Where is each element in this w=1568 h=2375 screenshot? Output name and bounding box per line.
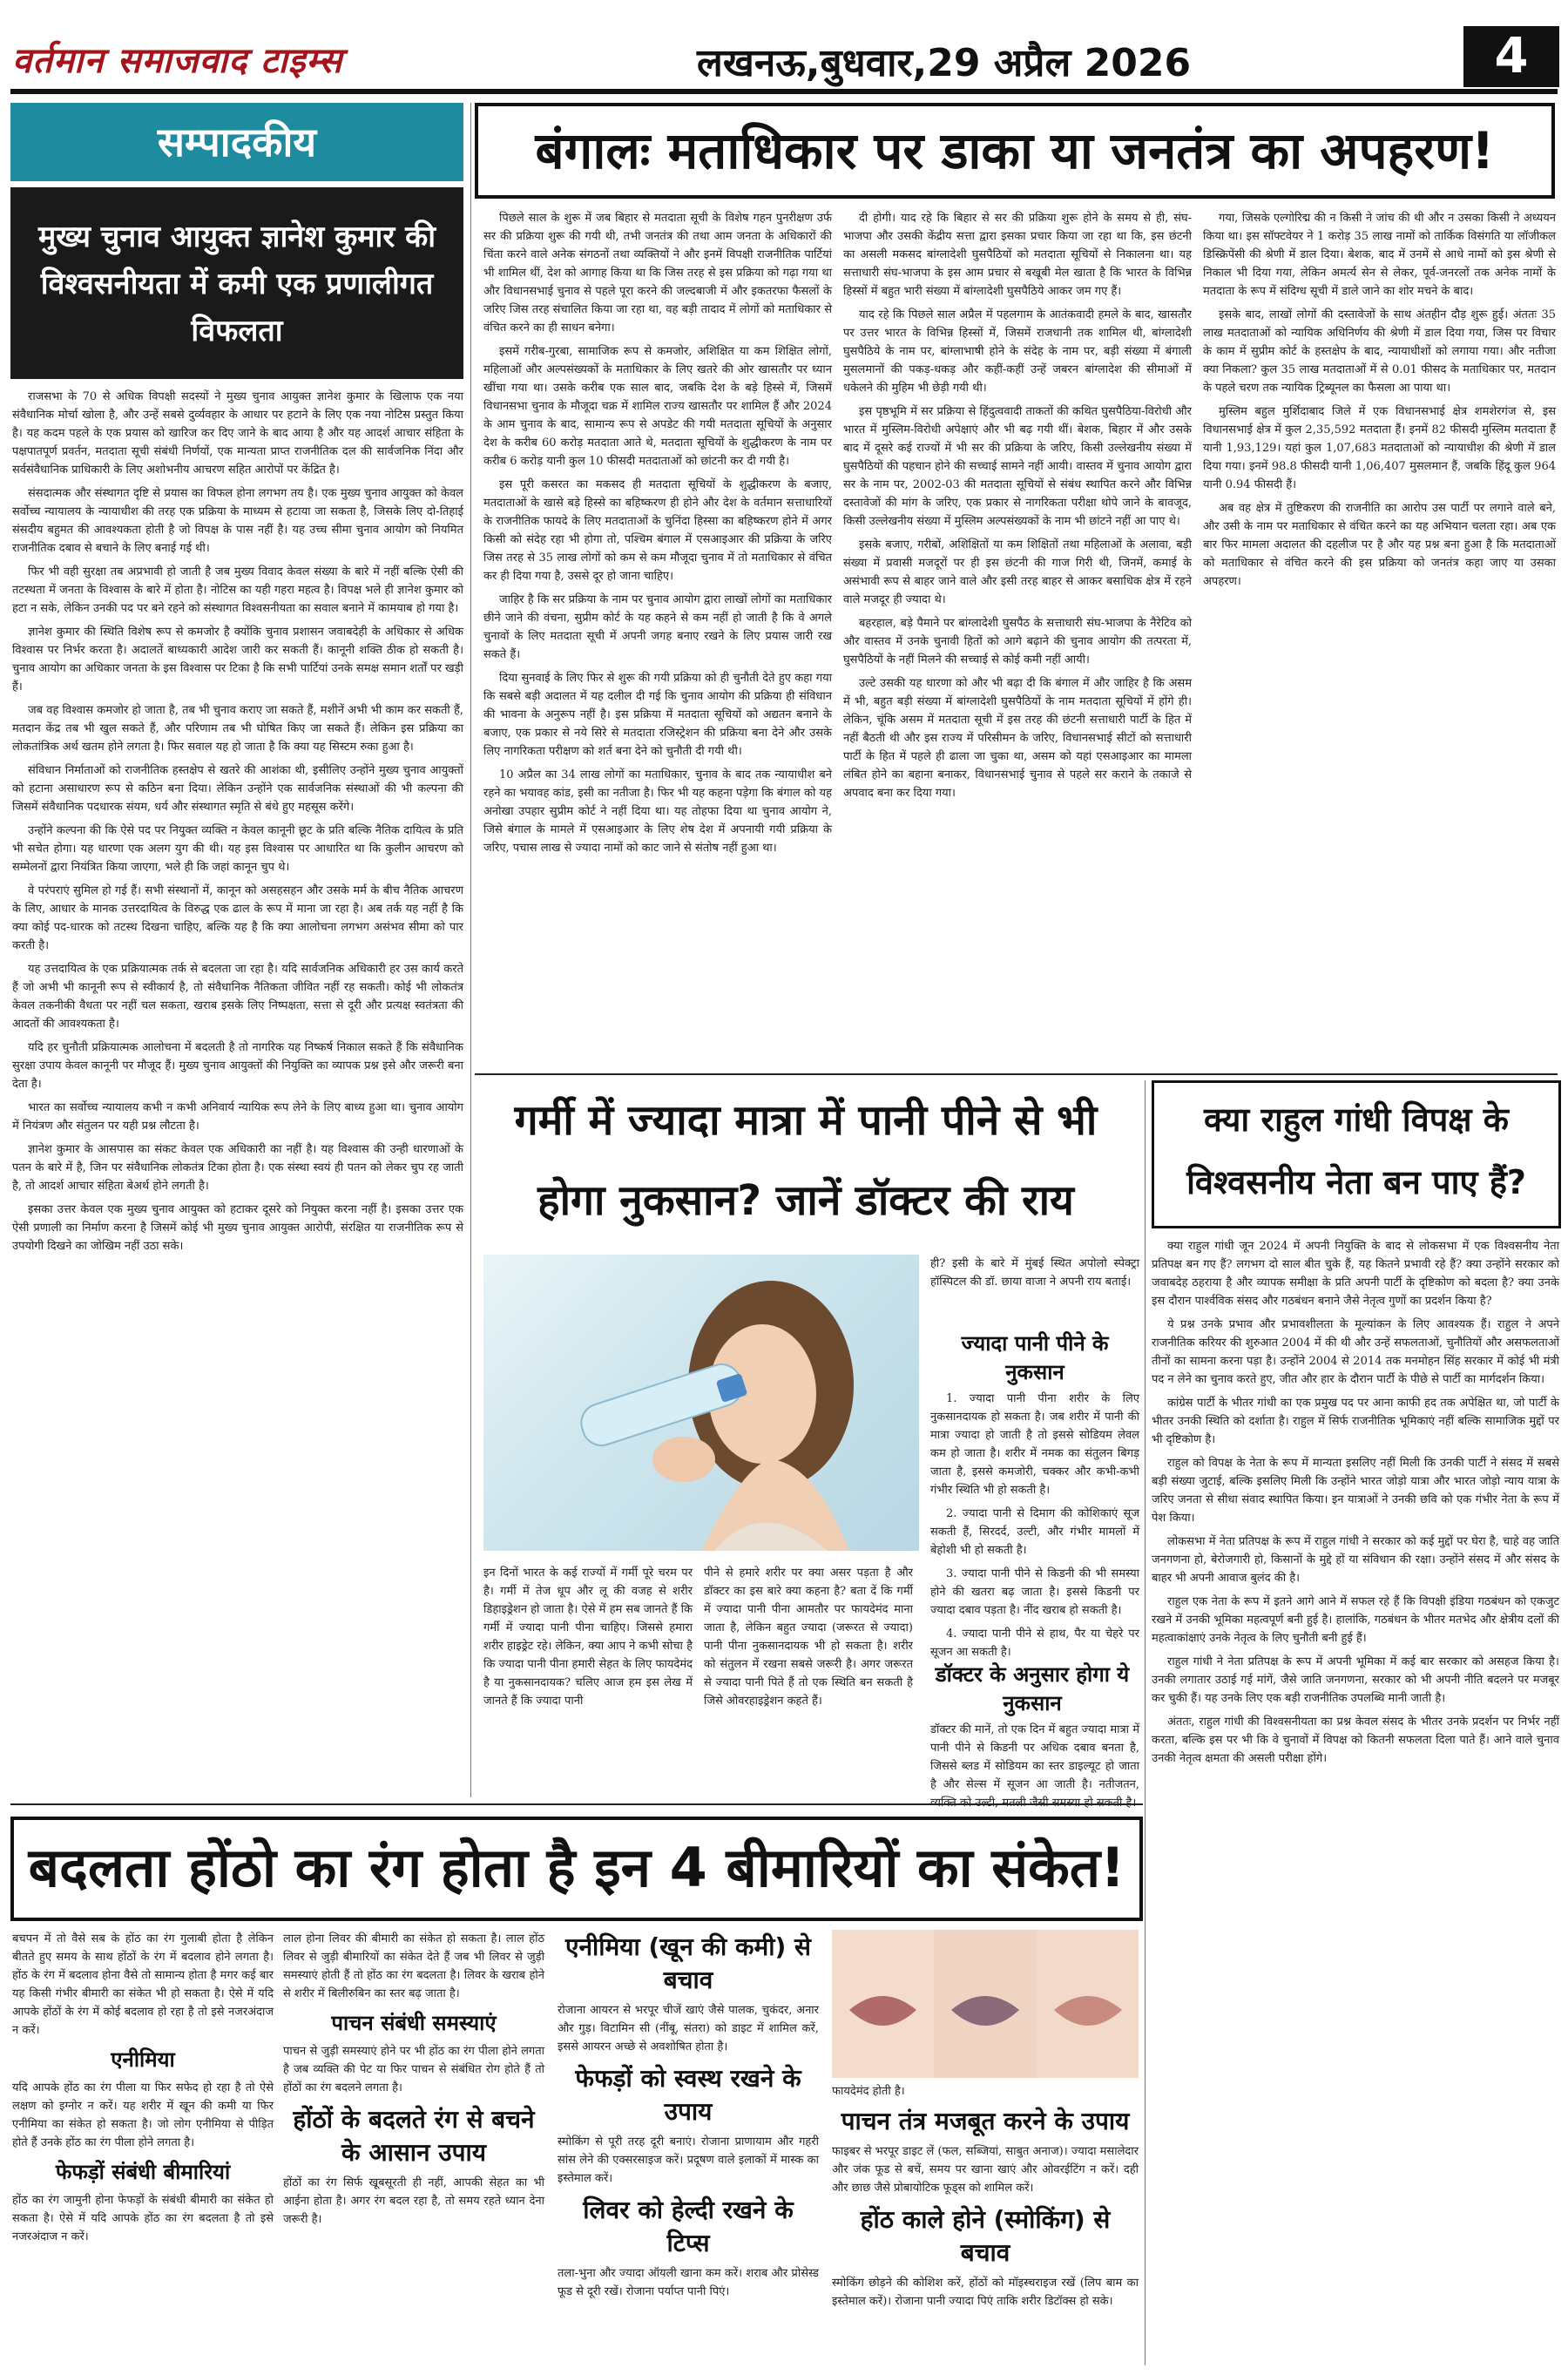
bengal-paragraph: गया, जिसके एल्गोरिद्म की न किसी ने जांच की थी और न उसका किसी ने अध्ययन किया था। इस सॉफ्टवेयर ने 1 करोड़ 35 लाख नामों को तार्किक विसंगति या लॉजीकल डिस्क्रिपेंसी की श्रेणी में डाल दिया। बेशक, बाद में उनमें से आधे नामों को इस श्रेणी से निकाल भी दिया गया, लेकिन अमर्त्य सेन से लेकर, पूर्व-जनरलों तक अनेक नामों के मतदाता के रूप में संदिग्ध सूची में डाले जाने का शोर मचने के बाद।: [1203, 212, 1556, 298]
editorial-paragraph: जब वह विश्वास कमजोर हो जाता है, तब भी चुनाव कराए जा सकते हैं, मशीनें अभी भी काम कर सकती हैं, मतदान केंद्र तब भी खुल सकते हैं, और परिणाम तब भी घोषित किए जा सकते हैं। लेकिन इस प्रक्रिया का लोकतांत्रिक अर्थ खतम होने लगता है। फिर सवाल यह हो जाता है कि क्या यह सिस्टम रुका हुआ है।: [12, 704, 463, 754]
editorial-paragraph: यह उत्तदायित्व के एक प्रक्रियात्मक तर्क से बदलता जा रहा है। यदि सार्वजनिक अधिकारी हर उस कार्य करते हैं जो अभी भी कानूनी रूप से स्वीकार्य है, तो संवैधानिक नैतिकता जीवित नहीं रह सकती। कोई भी लोकतंत्र केवल तकनीकी वैधता पर नहीं चल सकता, खराब इसके लिए निष्पक्षता, सत्ता से दूरी और प्रत्यक्ष स्वतंत्रता की आदतों की आवश्यकता है।: [12, 963, 463, 1031]
bengal-paragraph: 10 अप्रैल का 34 लाख लोगों का मताधिकार, चुनाव के बाद तक न्यायाधीश बने रहने का भयावह कांड, इसी का नतीजा है। फिर भी यह कहना पड़ेगा कि बंगाल को यह अनोखा उपहार सुप्रीम कोर्ट ने नहीं दिया था। यह तोहफा दिया था चुनाव आयोग ने, जिसे बंगाल के मामले में एसआइआर के लिए शेष देश में अपनायी गयी प्रक्रिया के जरिए, पचास लाख से ज्यादा नामों को काट जाने से संतोष नहीं हुआ था।: [483, 768, 832, 855]
lips-column-1: [12, 1930, 274, 2370]
lips-anemia-prevent-text: रोजाना आयरन से भरपूर चीजें खाएं जैसे पालक, चुकंदर, अनार और गुड़। विटामिन सी (नींबू, संतरा) को डाइट में शामिल करें, इससे आयरन अच्छे से अवशोषित होता है।: [558, 2004, 819, 2054]
water-column-a: इन दिनों भारत के कई राज्यों में गर्मी पूरे चरम पर है। गर्मी में तेज धूप और लू की वजह से शरीर डिहाइड्रेशन हो जाता है। ऐसे में हम सब जानते हैं कि गर्मी में ज्यादा पानी पीना चाहिए। जिससे हमारा शरीर हाइड्रेट रहे। लेकिन, क्या आप ने कभी सोचा है कि ज्यादा पानी पीना हमारी सेहत के लिए फायदेमंद है या नुकसानदायक? चलिए आज हम इस लेख में जानते हैं कि ज्यादा पानी: [483, 1566, 693, 1708]
lips-column-3: [558, 1930, 819, 2370]
editorial-section-label: सम्पादकीय: [10, 103, 463, 181]
bengal-paragraph: इस पृष्ठभूमि में सर प्रक्रिया से हिंदुत्ववादी ताकतों की कथित घुसपैठिया-विरोधी और भारत में मुस्लिम-विरोधी अपेक्षाएं और भी बढ़ गयी थीं। बेशक, बिहार में और उसके बाद में दूसरे कई राज्यों में भी सर की प्रक्रिया के जरिए, किसी उल्लेखनीय संख्या में घुसपैठियों की पहचान होने की सच्चाई सामने नहीं आयी। वास्तव में चुनाव आयोग द्वारा सर के नाम पर, 2002-03 की मतदाता सूचियों से संबंध स्थापित करने और विभिन्न दस्तावेजों की मांग के जरिए, एक प्रकार से नागरिकता परीक्षा थोपे जाने के बावजूद, किसी उल्लेखनीय संख्या में मुस्लिम अल्पसंख्यकों के नाम भी छांटने नहीं आ पाए थे।: [843, 405, 1192, 528]
rahul-paragraph: लोकसभा में नेता प्रतिपक्ष के रूप में राहुल गांधी ने सरकार को कई मुद्दों पर घेरा है, चाहे वह जाति जनगणना हो, बेरोजगारी हो, किसानों के मुद्दे हों या संविधान की रक्षा। उन्होंने संसद में और संसद के बाहर भी अपनी आवाज बुलंद की है।: [1152, 1535, 1559, 1585]
bengal-column-1: [483, 209, 832, 1067]
lips-illustration: [832, 1930, 1139, 2078]
bengal-paragraph: उल्टे उसकी यह धारणा को और भी बढ़ा दी कि बंगाल में और जाहिर है कि असम में भी, बहुत बड़ी संख्या में बांग्लादेशी घुसपैठियों के नाम मतदाता सूचियों में होंगे ही। लेकिन, चूंकि असम में मतदाता सूची में इस तरह की छंटनी सत्ताधारी पार्टी के हित में नहीं बैठती थी और इस राज्य में परिसीमन के जरिए, विधानसभाई सीटों को सत्ताधारी पार्टी के हित में पहले ही ढाला जा चुका था, असम को यहां एसआइआर का मामला लंबित होने का बहाना बनाकर, विधानसभाई चुनाव से पहले सर कराने के तकाजे से अपवाद बना कर दिया गया।: [843, 677, 1192, 800]
lips-digest-text: पाचन से जुड़ी समस्याएं होने पर भी होंठ का रंग पीला होने लगता है जब व्यक्ति की पेट या फिर पाचन से संबंधित रोग होते हैं तो होंठों का रंग बदलने लगता है।: [283, 2045, 544, 2094]
rahul-paragraph: राहुल को विपक्ष के नेता के रूप में मान्यता इसलिए नहीं मिली कि उनकी पार्टी ने संसद में सबसे बड़ी संख्या जुटाई, बल्कि इसलिए मिली कि उन्होंने भारत जोड़ो यात्रा और भारत जोड़ो न्याय यात्रा के जरिए जनता से सीधा संवाद स्थापित किया। इन यात्राओं ने उनकी छवि को एक गंभीर नेता के रूप में पेश किया।: [1152, 1457, 1559, 1525]
rahul-paragraph: अंततः, राहुल गांधी की विश्वसनीयता का प्रश्न केवल संसद के भीतर उनके प्रदर्शन पर निर्भर नहीं करता, बल्कि इस पर भी कि वे चुनावों में विपक्ष को कितनी सफलता दिला पाते हैं। आने वाले चुनाव उनकी नेतृत्व क्षमता की असली परीक्षा होंगे।: [1152, 1715, 1559, 1765]
woman-drinking-water-photo: [483, 1255, 919, 1551]
bengal-paragraph: दिया सुनवाई के लिए फिर से शुरू की गयी प्रक्रिया को ही चुनौती देते हुए कहा गया कि सबसे बड़ी अदालत में यह दलील दी गई कि चुनाव आयोग की प्रक्रिया ही संविधान की भावना के अनुरूप नहीं है। इस प्रक्रिया में मतदाता सूचियों को अद्यतन बनाने के बजाए, एक प्रकार से नये सिरे से मतदाता रजिस्ट्रेशन की प्रक्रिया बना देने और उसके लिए नागरिकता परीक्षण को शर्त बना देने को चुनौती दी गयी थी।: [483, 672, 832, 758]
editorial-headline: मुख्य चुनाव आयुक्त ज्ञानेश कुमार की विश्वसनीयता में कमी एक प्रणालीगत विफलता: [10, 187, 463, 379]
editorial-paragraph: राजसभा के 70 से अधिक विपक्षी सदस्यों ने मुख्य चुनाव आयुक्त ज्ञानेश कुमार के खिलाफ एक नया संवैधानिक मोर्चा खोला है, और उन्हें सबसे दुर्व्यवहार के आधार पर हटाने के लिए एक नया नोटिस प्रस्तुत किया है। यह कदम पहले के एक प्रयास को खारिज कर दिए जाने के बाद आया है और यह आदर्श आचार संहिता के पक्षपातपूर्ण प्रवर्तन, मतदाता सूची संबंधी निर्णयों, एक मान्यता प्राप्त राजनीतिक दल की सार्वजनिक निंदा और सर्वसंवैधानिक प्राधिकारी के लिए अशोभनीय आचरण सहित आरोपों पर केंद्रित है।: [12, 390, 463, 477]
lips-photo-caption: फायदेमंद होती है।: [832, 2085, 905, 2098]
lips-subheading-digest: पाचन संबंधी समस्याएं: [331, 2011, 497, 2035]
lips-smoking-text: स्मोकिंग छोड़ने की कोशिश करें, होंठों को मॉइस्चराइज रखें (लिप बाम का इस्तेमाल करें)। रोजाना पानी ज्यादा पिएं ताकि शरीर डिटॉक्स हो सके।: [832, 2277, 1139, 2308]
bengal-paragraph: मुस्लिम बहुल मुर्शिदाबाद जिले में एक विधानसभाई क्षेत्र शमशेरगंज से, इस विधानसभाई क्षेत्र में कुल 2,35,592 मतदाता हैं। इनमें 82 फीसदी मुस्लिम मतदाता हैं यानी 1,93,129। यहां कुल 1,07,683 मतदाताओं को न्यायाधीश की श्रेणी में डाल दिया गया। इनमें 98.8 फीसदी यानी 1,06,407 मुसलमान हैं, जबकि हिंदू कुल 964 यानी 0.94 फीसदी हैं।: [1203, 405, 1556, 491]
bengal-paragraph: याद रहे कि पिछले साल अप्रैल में पहलगाम के आतंकवादी हमले के बाद, खासतौर पर उत्तर भारत के विभिन्न हिस्सों में, जिसमें राजधानी तक शामिल थी, बांग्लादेशी घुसपैठिये के नाम पर, बांग्लाभाषी होने के संदेह के नाम पर, बड़ी संख्या में बंगाली मुसलमानों की पकड़-धकड़ और कहीं-कहीं उन्हें जबरन बांग्लादेश की सीमाओं में धकेलने की मुहिम भी छेड़ी गयी थी।: [843, 308, 1192, 395]
lips-column-4: [832, 2104, 1139, 2370]
masthead-brand: वर्तमान समाजवाद टाइम्स: [12, 41, 343, 81]
masthead-dateline: लखनऊ,बुधवार,29 अप्रैल 2026: [697, 41, 1192, 85]
page-number: 4: [1463, 26, 1559, 87]
lips-headline: बदलता होंठो का रंग होता है इन 4 बीमारियों का संकेत!: [10, 1817, 1143, 1921]
section-divider: [10, 1803, 1143, 1805]
lips-liver-text: लाल होना लिवर की बीमारी का संकेत हो सकता है। लाल होंठ लिवर से जुड़ी बीमारियों का संकेत देते हैं जब भी लिवर से जुड़ी समस्याएं होती हैं तो होंठ का रंग बदलता है। लिवर के खराब होने से शरीर में बिलीरुबिन का स्तर बढ़ जाता है।: [283, 1932, 544, 2000]
bengal-paragraph: बहरहाल, बड़े पैमाने पर बांग्लादेशी घुसपैठ के सत्ताधारी संघ-भाजपा के नैरेटिव को और वास्तव में उनके चुनावी हितों को आगे बढ़ाने की चुनाव आयोग की तत्परता में, घुसपैठियों के नहीं मिलने की सच्चाई से कोई कमी नहीं आयी।: [843, 617, 1192, 666]
rahul-headline: क्या राहुल गांधी विपक्ष के विश्वसनीय नेता बन पाए हैं?: [1152, 1080, 1561, 1228]
lips-intro: बचपन में तो वैसे सब के होंठ का रंग गुलाबी होता है लेकिन बीतते हुए समय के साथ होंठों के रंग में बदलाव होने लगता है। होंठ के रंग में बदलाव होना वैसे तो सामान्य होता है मगर कई बार यह किसी गंभीर बीमारी का संकेत भी हो सकता है। ऐसे में यदि आपके होंठों के रंग में कोई बदलाव हो रहा है तो इसे नजरअंदाज न करें।: [12, 1932, 274, 2037]
editorial-paragraph: फिर भी वही सुरक्षा तब अप्रभावी हो जाती है जब मुख्य विवाद केवल संख्या के बारे में नहीं बल्कि ऐसी की तटस्थता में जनता के विश्वास के बारे में होता है। नोटिस का यही गहरा महत्व है। विपक्ष भले ही ज्ञानेश कुमार को हटा न सके, लेकिन उनकी पद पर बने रहने को संस्थागत विश्वसनीयता का सवाल बनाने में कामयाब हो गया है।: [12, 565, 463, 615]
lips-remedy-text: होंठों का रंग सिर्फ खूबसूरती ही नहीं, आपकी सेहत का भी आईना होता है। अगर रंग बदल रहा है, तो समय रहते ध्यान देना जरूरी है।: [283, 2176, 544, 2226]
bengal-paragraph: इसके बाद, लाखों लोगों की दस्तावेजों के साथ अंतहीन दौड़ शुरू हुई। अंततः 35 लाख मतदाताओं को न्यायिक अधिनिर्णय की श्रेणी में डाल दिया गया, जिस पर विचार के काम में सुप्रीम कोर्ट के हस्तक्षेप के बाद, न्यायाधीशों को लगाया गया। और नतीजा क्या निकला? कुल 35 लाख मतदाताओं में से 0.01 फीसद के मताधिकार पर, मतदान के पहले चरण तक न्यायिक ट्रिब्यूनल का फैसला आ पाया था।: [1203, 308, 1556, 395]
editorial-paragraph: ज्ञानेश कुमार की स्थिति विशेष रूप से कमजोर है क्योंकि चुनाव प्रशासन जवाबदेही के अधिकार से अधिक विश्वास पर निर्भर करता है। अदालतें बाध्यकारी आदेश जारी कर सकती हैं। कानूनी शक्ति ठीक हो सकती है। चुनाव आयोग का अधिकार जनता के इस विश्वास पर टिका है कि सभी पार्टियां उनके समक्ष समान शर्तों पर खड़ी हैं।: [12, 626, 463, 694]
bengal-paragraph: इस पूरी कसरत का मकसद ही मतदाता सूचियों के शुद्धीकरण के बजाए, मतदाताओं के खासे बड़े हिस्से का बहिष्करण ही होने और देश के वर्तमान सत्ताधारियों के राजनीतिक फायदे के लिए मतदाताओं के चुनिंदा हिस्सा का बहिष्करण होने में अगर किसी को संदेह रहा भी होगा तो, पश्चिम बंगाल में एसआइआर की प्रक्रिया के जरिए जिस तरह से 35 लाख लोगों को कम से कम मौजूदा चुनाव में तो मताधिकार से वंचित कर ही दिया गया है, उससे दूर हो जाना चाहिए।: [483, 478, 832, 583]
lips-subheading-lungs: फेफड़ों संबंधी बीमारियां: [55, 2160, 231, 2184]
bengal-headline: बंगालः मताधिकार पर डाका या जनतंत्र का अपहरण!: [475, 103, 1555, 199]
masthead-rule: [10, 89, 1558, 94]
editorial-body: [12, 388, 463, 1773]
editorial-paragraph: वे परंपराएं सुमिल हो गई हैं। सभी संस्थानों में, कानून को असहसहन और उसके मर्म के बीच नैतिक आचरण के लिए, आधार के मानक उत्तरदायित्व के विरुद्ध एक ढाल के रूप में माना जा रहा है। अब तर्क यह नहीं है कि क्या कोई पद-धारक को तटस्थ दिखना चाहिए, बल्कि यह है कि क्या आलोचना लगभग असंभव सीमा को पार करती है।: [12, 884, 463, 952]
editorial-paragraph: इसका उत्तर केवल एक मुख्य चुनाव आयुक्त को हटाकर दूसरे को नियुक्त करना नहीं है। इसका उत्तर एक ऐसी प्रणाली का निर्माण करना है जिसमें कोई भी मुख्य चुनाव आयुक्त आरोपी, संरक्षित या राजनीतिक रूप से उपयोगी दिखने का जोखिम नहीं उठा सके।: [12, 1203, 463, 1253]
section-divider: [475, 1073, 1558, 1075]
water-point: 3. ज्यादा पानी पीने से किडनी की भी समस्या होने की खतरा बढ़ जाता है। इससे किडनी पर ज्यादा दबाव पड़ता है। नींद खराब हो सकती है।: [930, 1567, 1139, 1617]
editorial-paragraph: संसदात्मक और संस्थागत दृष्टि से प्रयास का विफल होना लगभग तय है। एक मुख्य चुनाव आयुक्त को केवल सर्वोच्च न्यायालय के न्यायाधीश की तरह एक प्रक्रिया के माध्यम से हटाया जा सकता है, जिसके लिए दो-तिहाई संसदीय बहुमत की आवश्यकता होती है जो विपक्ष के पास नहीं है। यह उच्च सीमा चुनाव आयोग को नियमित राजनीतिक दबाव से बचाने के लिए बनाई गई थी।: [12, 487, 463, 555]
bengal-column-2: [843, 209, 1192, 1067]
water-column-b: पीने से हमारे शरीर पर क्या असर पड़ता है और डॉक्टर का इस बारे क्या कहना है? बता दें कि गर्मी में ज्यादा पानी पीना आमतौर पर फायदेमंद माना जाता है, लेकिन बहुत ज्यादा (जरूरत से ज्यादा) पानी पीना नुकसानदायक भी हो सकता है। शरीर को संतुलन में रखना सबसे जरूरी है। अगर जरूरत से ज्यादा पानी पिते हैं तो एक स्थिति बन सकती है जिसे ओवरहाइड्रेशन कहते हैं।: [704, 1566, 913, 1708]
water-column-c: डॉक्टर की मानें, तो एक दिन में बहुत ज्यादा मात्रा में पानी पीने से किडनी पर अधिक दबाव बनता है, जिससे ब्लड में सोडियम का स्तर डाइल्यूट हो जाता है और सेल्स में सूजन आ जाती है। नतीजतन,: [930, 1723, 1139, 1791]
bengal-paragraph: जाहिर है कि सर प्रक्रिया के नाम पर चुनाव आयोग द्वारा लाखों लोगों का मताधिकार छीने जाने की वंचना, सुप्रीम कोर्ट के यह कहने से कम नहीं हो जाती है कि वे अगले चुनावों के लिए मतदाता सूची में अपनी जगह बनाए रखने के लिए प्रयास जारी रख सकते हैं।: [483, 593, 832, 661]
lips-subheading-anemia: एनीमिया: [111, 2047, 175, 2072]
lips-lungs-text: होंठ का रंग जामुनी होना फेफड़ों के संबंधी बीमारी का संकेत हो सकता है। ऐसे में यदि आपके होंठ का रंग बदलता है तो इसे नजरअंदाज न करें।: [12, 2194, 274, 2243]
water-intro: ही? इसी के बारे में मुंबई स्थित अपोलो स्पेक्ट्रा हॉस्पिटल की डॉ. छाया वाजा ने अपनी राय बताई।: [930, 1257, 1139, 1289]
water-points: [930, 1390, 1139, 1659]
lips-liver-prevent-text: तला-भुना और ज्यादा ऑयली खाना कम करें। शराब और प्रोसेस्ड फूड से दूरी रखें। रोजाना पर्याप्त पानी पिएं।: [558, 2267, 819, 2298]
lips-subheading-anemia-prevent: एनीमिया (खून की कमी) से बचाव: [565, 1932, 811, 1994]
water-headline-line2: होगा नुकसान? जानें डॉक्टर की राय: [537, 1176, 1074, 1225]
water-point: 2. ज्यादा पानी से दिमाग की कोशिकाएं सूज सकती हैं, सिरदर्द, उल्टी, और गंभीर मामलों में बेहोशी भी हो सकती है।: [930, 1507, 1139, 1557]
rahul-paragraph: राहुल एक नेता के रूप में इतने आगे आने में सफल रहे हैं कि विपक्षी इंडिया गठबंधन को एकजुट रखने में उनकी भूमिका महत्वपूर्ण बनी हुई है। हालांकि, गठबंधन के भीतर मतभेद और क्षेत्रीय दलों की महत्वाकांक्षाएं उनके नेतृत्व के लिए चुनौती बनी हुई हैं।: [1152, 1595, 1559, 1645]
bengal-paragraph: दी होगी। याद रहे कि बिहार से सर की प्रक्रिया शुरू होने के समय से ही, संघ-भाजपा और उसकी केंद्रीय सत्ता द्वारा इसका प्रचार किया जा रहा था कि, इस छंटनी का असली मकसद बांग्लादेशी घुसपैठियों को मतदाता सूचियों से निकालना था। यह सत्ताधारी संघ-भाजपा के इस आम प्रचार से बखूबी मेल खाता है कि भारत के विभिन्न हिस्सों में बहुत भारी संख्या में बांग्लादेशी घुसपैठिये आकर जम गए हैं।: [843, 212, 1192, 298]
rahul-body: [1152, 1237, 1559, 2370]
rahul-paragraph: कांग्रेस पार्टी के भीतर गांधी का एक प्रमुख पद पर आना काफी हद तक अपेक्षित था, जो पार्टी के भीतर उनकी स्थिति को दर्शाता है। राहुल में सिर्फ राजनीतिक भूमिकाएं नहीं बल्कि सामाजिक मुद्दों पर भी दृष्टिकोण है।: [1152, 1397, 1559, 1446]
water-point: 4. ज्यादा पानी पीने से हाथ, पैर या चेहरे पर सूजन आ सकती है।: [930, 1627, 1139, 1659]
bengal-paragraph: इसके बजाए, गरीबों, अशिक्षितों या कम शिक्षितों तथा महिलाओं के अलावा, बड़ी संख्या में प्रवासी मजदूरों पर ही इस छंटनी की गाज गिरी थी, जिनमें, कमाई के असंभावी रूप से बाहर जाने वाले और इसी तरह बाहर से आकर बसाधिक क्षेत्र में रहने वाले मजदूर ही ज्यादा थे।: [843, 538, 1192, 606]
water-subheading-doctor: डॉक्टर के अनुसार होगा ये नुकसान: [935, 1662, 1130, 1715]
bengal-paragraph: पिछले साल के शुरू में जब बिहार से मतदाता सूची के विशेष गहन पुनरीक्षण उर्फ सर की प्रक्रिया शुरू की गयी थी, तभी जनतंत्र की तथा आम जनता के अधिकारों की चिंता करने वाले अनेक संगठनों तथा व्यक्तियों ने और इनमें विपक्षी राजनीतिक पार्टियां भी शामिल थीं, देश को आगाह किया था कि जिस तरह से इस प्रक्रिया को गढ़ा गया था और विधानसभाई चुनाव से पहले पूरा करने की जल्दबाजी में और इकतरफा फैसलों के जरिए जिस तरह संचालित किया जा रहा था, वह बड़ी तादाद में लोगों को मताधिकार से वंचित करने का ही साधन बनेगा।: [483, 212, 832, 335]
water-headline: [483, 1080, 1128, 1246]
water-subheading-harm: ज्यादा पानी पीने के नुकसान: [961, 1331, 1109, 1384]
lips-lungs-prevent-text: स्मोकिंग से पूरी तरह दूरी बनाएं। रोजाना प्राणायाम और गहरी सांस लेने की एक्सरसाइज करें। प्रदूषण वाले इलाकों में मास्क का इस्तेमाल करें।: [558, 2135, 819, 2185]
lips-subheading-liver-prevent: लिवर को हेल्दी रखने के टिप्स: [583, 2196, 794, 2257]
lips-photo: [832, 1930, 1139, 2078]
lips-subheading-smoking: होंठ काले होने (स्मोकिंग) से बचाव: [860, 2205, 1111, 2267]
column-divider: [1145, 1080, 1146, 2365]
bengal-paragraph: अब वह क्षेत्र में तुष्टिकरण की राजनीति का आरोप उस पार्टी पर लगाने वाले बने, और उसी के नाम पर मताधिकार से वंचित करने का यह अभियान चलता रहा। अब एक बार फिर मामला अदालत की दहलीज पर है और यह प्रश्न बना हुआ है कि मतदाताओं को मताधिकार से वंचित करने की इस प्रक्रिया को जनतंत्र कहा जाए या उसका अपहरण।: [1203, 502, 1556, 588]
editorial-paragraph: भारत का सर्वोच्च न्यायालय कभी न कभी अनिवार्य न्यायिक रूप लेने के लिए बाध्य हुआ था। चुनाव आयोग में नियंत्रण और संतुलन पर यही प्रश्न लौटता है।: [12, 1101, 463, 1133]
bengal-column-3: [1203, 209, 1556, 1067]
water-headline-line1: गर्मी में ज्यादा मात्रा में पानी पीने से भी: [514, 1096, 1098, 1145]
column-divider: [470, 103, 471, 1797]
editorial-paragraph: संविधान निर्माताओं को राजनीतिक हस्तक्षेप से खतरे की आशंका थी, इसीलिए उन्होंने मुख्य चुनाव आयुक्तों को हटाना असाधारण रूप से कठिन बना दिया। लेकिन उन्होंने एक सार्वजनिक संस्थाओं की भी कल्पना की जिसमें संवैधानिक पदधारक संयम, धर्य और संस्थागत स्मृति से बंधे हुए महसूस करेंगे।: [12, 764, 463, 814]
woman-drinking-illustration: [483, 1255, 919, 1551]
lips-subheading-remedy: होंठों के बदलते रंग से बचने के आसान उपाय: [293, 2105, 535, 2167]
lips-subheading-digest-prevent: पाचन तंत्र मजबूत करने के उपाय: [841, 2107, 1130, 2135]
bengal-paragraph: इसमें गरीब-गुरबा, सामाजिक रूप से कमजोर, अशिक्षित या कम शिक्षित लोगों, महिलाओं और अल्पसंख्यकों के मताधिकार के लिए खतरे की ओर खासतौर पर ध्यान खींचा गया था। उसके करीब एक साल बाद, जबकि देश के बड़े हिस्से में, जिसमें विधानसभा चुनाव के मौजूदा चक्र में शामिल राज्य खासतौर पर शामिल हैं और 2024 के आम चुनाव के बाद, सामान्य रूप से अपडेट की गयी मतदाता सूचियों के अनुसार देश के करीब 60 करोड़ मतदाता आते थे, मतदाता सूचियों के शुद्धीकरण के नाम पर करीब 6 करोड़ यानी कुल 10 फीसदी मतदाताओं को छांटनी कर दी गयी है।: [483, 345, 832, 468]
editorial-paragraph: ज्ञानेश कुमार के आसपास का संकट केवल एक अधिकारी का नहीं है। यह विश्वास की उन्ही धारणाओं के पतन के बारे में है, जिन पर संवैधानिक लोकतंत्र टिका होता है। एक संस्था स्वयं ही पतन को लेकर चुप रह जाती है, तो आदर्श आचार संहिता बेअर्थ होने लगती है।: [12, 1143, 463, 1193]
lips-subheading-lungs-prevent: फेफड़ों को स्वस्थ रखने के उपाय: [575, 2064, 801, 2126]
lips-anemia-text: यदि आपके होंठ का रंग पीला या फिर सफेद हो रहा है तो ऐसे लक्षण को इग्नोर न करें। यह शरीर में खून की कमी या फिर एनीमिया का संकेत हो सकता है। जो लोग एनीमिया से पीड़ित होते हैं उनके होंठ का रंग पीला होने लगता है।: [12, 2081, 274, 2149]
lips-digest-prevent-text: फाइबर से भरपूर डाइट लें (फल, सब्जियां, साबुत अनाज)। ज्यादा मसालेदार और जंक फूड से बचें, समय पर खाना खाएं और ओवरईटिंग न करें। दही और छाछ जैसे प्रोबायोटिक फूड्स को शामिल करें।: [832, 2145, 1139, 2195]
lips-column-2: [283, 1930, 544, 2370]
rahul-paragraph: ये प्रश्न उनके प्रभाव और प्रभावशीलता के मूल्यांकन के लिए आवश्यक हैं। राहुल ने अपने राजनीतिक करियर की शुरुआत 2004 में की थी और उन्हें सफलताओं, चुनौतियों और असफलताओं तीनों का सामना करना पड़ा है। उन्होंने 2004 से 2014 तक मनमोहन सिंह सरकार में कोई भी मंत्री पद न लेने का चुनाव करते हुए, जीत और हार के दौरान पार्टी के पीछे से पार्टी का मार्गदर्शन किया।: [1152, 1318, 1559, 1386]
editorial-paragraph: उन्होंने कल्पना की कि ऐसे पद पर नियुक्त व्यक्ति न केवल कानूनी छूट के प्रति बल्कि नैतिक दायित्व के प्रति भी सचेत होगा। यह धारणा एक अलग युग की थी। यह इस विश्वास पर आधारित था कि कुलीन आचरण को सम्मेलनों द्वारा नियंत्रित किया जाएगा, भले ही कि जहां कानून चुप थे।: [12, 824, 463, 874]
editorial-paragraph: यदि हर चुनौती प्रक्रियात्मक आलोचना में बदलती है तो नागरिक यह निष्कर्ष निकाल सकते हैं कि संवैधानिक सुरक्षा उपाय केवल कानूनी पर मौजूद हैं। मुख्य चुनाव आयुक्तों की नियुक्ति का व्यापक प्रश्न इसे और जरूरी बना देता है।: [12, 1041, 463, 1091]
water-point: 1. ज्यादा पानी पीना शरीर के लिए नुकसानदायक हो सकता है। जब शरीर में पानी की मात्रा ज्यादा हो जाती है तो इससे सोडियम लेवल कम हो जाता है। शरीर में नमक का संतुलन बिगड़ जाता है, इससे कमजोरी, चक्कर और कभी-कभी गंभीर स्थिति भी हो सकती है।: [930, 1392, 1139, 1497]
rahul-paragraph: राहुल गांधी ने नेता प्रतिपक्ष के रूप में अपनी भूमिका में कई बार सरकार को असहज किया है। उनकी लगातार उठाई गई मांगें, जैसे जाति जनगणना, सरकार को भी अपनी नीति बदलने पर मजबूर कर चुकी हैं। यह उनके लिए एक बड़ी राजनीतिक उपलब्धि मानी जाती है।: [1152, 1655, 1559, 1705]
rahul-paragraph: क्या राहुल गांधी जून 2024 में अपनी नियुक्ति के बाद से लोकसभा में एक विश्वसनीय नेता प्रतिपक्ष बन गए हैं? लगभग दो साल बीत चुके हैं, यह कितने प्रभावी रहे हैं? क्या उन्होंने सरकार को जवाबदेह ठहराया है और व्यापक समीक्षा के प्रति अपनी पार्टी के दृष्टिकोण को बदला है? क्या उनके इस दौरान पार्श्वविक संसद और गठबंधन बनाने जैसे नेतृत्व गुणों का प्रदर्शन किया है?: [1152, 1240, 1559, 1308]
